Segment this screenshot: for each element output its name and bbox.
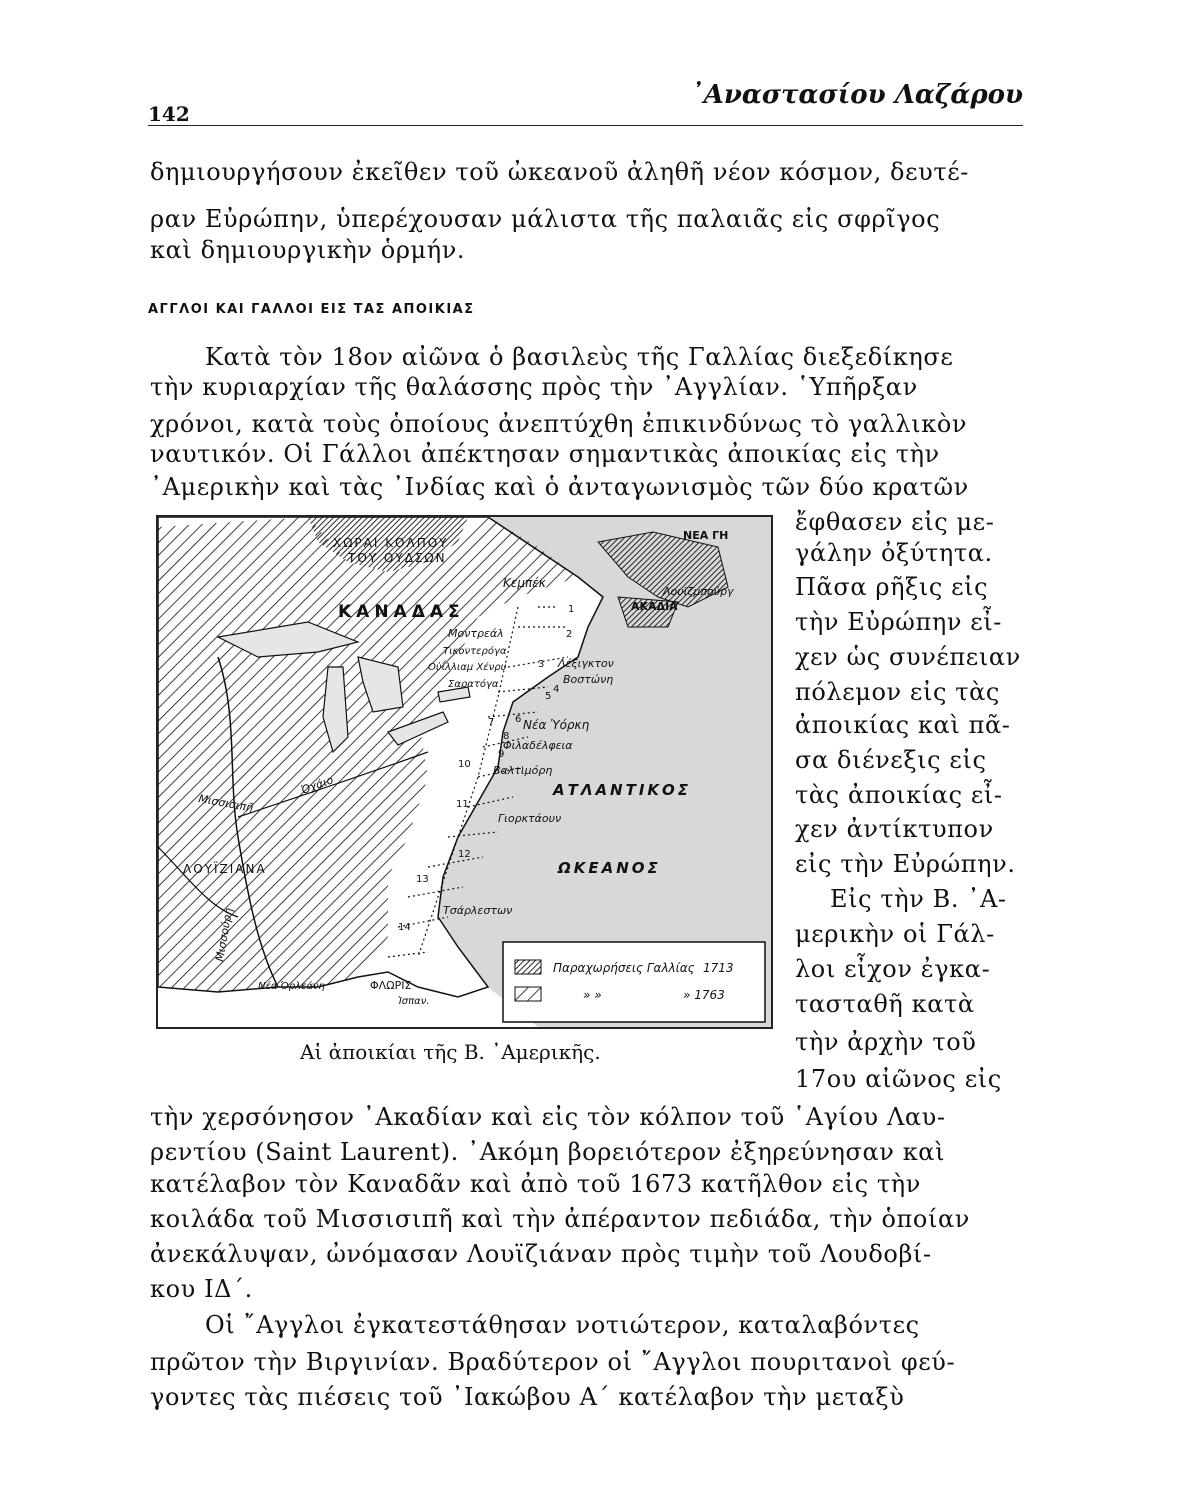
colony-number: 6 (515, 714, 522, 725)
label-atlantic: ΑΤΛΑΝΤΙΚΟΣ (553, 781, 692, 799)
side-line: χεν ἀντίκτυπον (795, 815, 994, 843)
label-louisiana: ΛΟΥΪΖΙΑΝΑ (183, 862, 267, 876)
label-saratoga: Σαρατόγα (448, 679, 499, 690)
map-legend (503, 942, 765, 1022)
paragraph-line: χρόνοι, κατὰ τοὺς ὁποίους ἀνεπτύχθη ἐπικινδύνως τὸ γαλλικὸν (150, 410, 968, 438)
colony-number: 11 (456, 799, 469, 810)
colony-number: 4 (553, 684, 560, 695)
intro-line: δημιουργήσουν ἐκεῖθεν τοῦ ὠκεανοῦ ἀληθῆ νέον κόσμον, δευτέ- (150, 158, 969, 186)
paragraph-line: Οἱ ῎Αγγλοι ἐγκατεστάθησαν νοτιώτερον, καταλαβόντες (205, 1311, 920, 1339)
label-mississippi: Μισσισιπῆ (197, 792, 255, 815)
label-hudson-2: ΤΟΥ ΟΥΔΣΩΝ (348, 551, 447, 565)
side-line: μερικὴν οἱ Γάλ- (795, 920, 995, 948)
label-florida: ΦΛΩΡΙΣ (370, 979, 412, 992)
side-line: χεν ὡς συνέπειαν (795, 643, 1021, 671)
paragraph-line: πρῶτον τὴν Βιργινίαν. Βραδύτερον οἱ ῎Αγγλοι πουριτανοὶ φεύ- (150, 1348, 956, 1376)
legend-label-1: Παραχωρήσεις Γαλλίας (553, 961, 695, 975)
legend-label-2: » » (583, 988, 602, 1002)
paragraph-line: γοντες τὰς πιέσεις τοῦ ᾿Ιακώβου Α΄ κατέλαβον τὴν μεταξὺ (150, 1383, 905, 1411)
colony-number: 14 (398, 922, 411, 933)
label-yorktown: Γιορκτάουν (498, 812, 562, 825)
side-line: σα διένεξις εἰς (795, 746, 987, 774)
intro-line: καὶ δημιουργικὴν ὁρμήν. (150, 236, 466, 264)
intro-line: ραν Εὐρώπην, ὑπερέχουσαν μάλιστα τῆς παλαιᾶς εἰς σφρῖγος (150, 205, 941, 233)
colony-number: 12 (458, 849, 471, 860)
label-ohio: Ὀχάιο (299, 773, 336, 797)
label-philadelphia: Φιλαδέλφεια (503, 739, 573, 752)
paragraph-line: ᾿Αμερικὴν καὶ τὰς ᾿Ινδίας καὶ ὁ ἀνταγωνισμὸς τῶν δύο κρατῶν (150, 473, 969, 501)
colonies-map (156, 515, 773, 1029)
label-new-orleans: Νέα Ὀρλεάνη (258, 981, 325, 992)
colony-number: 2 (566, 629, 573, 640)
side-line: λοι εἶχον ἐγκα- (795, 955, 991, 983)
paragraph-line: τὴν κυριαρχίαν τῆς θαλάσσης πρὸς τὴν ᾿Αγγλίαν. ῾Υπῆρξαν (150, 373, 918, 401)
colony-number: 5 (545, 691, 552, 702)
side-line: Πᾶσα ρῆξις εἰς (795, 573, 989, 601)
side-line: πόλεμον εἰς τὰς (795, 678, 1000, 706)
legend-year-2: » 1763 (683, 988, 725, 1002)
page-number: 142 (148, 102, 190, 126)
label-ocean: ΩΚΕΑΝΟΣ (558, 859, 661, 877)
legend-swatch-1763 (515, 987, 541, 1001)
paragraph-line: τὴν χερσόνησον ᾿Ακαδίαν καὶ εἰς τὸν κόλπον τοῦ ῾Αγίου Λαυ- (150, 1103, 946, 1131)
side-line: τὴν Εὐρώπην εἶ- (795, 608, 1002, 636)
figure-caption: Αἱ ἀποικίαι τῆς Β. ᾿Αμερικῆς. (300, 1040, 601, 1064)
paragraph-line: ρεντίου (Saint Laurent). ᾿Ακόμη βορειότερον ἐξηρεύνησαν καὶ (150, 1138, 946, 1166)
colony-number: 7 (488, 717, 495, 728)
paragraph-line: κατέλαβον τὸν Καναδᾶν καὶ ἀπὸ τοῦ 1673 κατῆλθον εἰς τὴν (150, 1170, 921, 1198)
legend-year-1: 1713 (703, 961, 734, 975)
side-line: Εἰς τὴν Β. ᾿Α- (830, 885, 1007, 913)
label-william-henry: Οὐΐλλιαμ Χένρυ (428, 662, 507, 673)
label-missouri: Μισσούρη (213, 906, 236, 963)
running-head: ᾿Αναστασίου Λαζάρου (690, 80, 1023, 110)
label-spain: Ἰσπαν. (398, 996, 430, 1007)
paragraph-line: κοιλάδα τοῦ Μισσισιπῆ καὶ τὴν ἀπέραντον πεδιάδα, τὴν ὁποίαν (150, 1205, 970, 1233)
label-quebec: Κεμπέκ (503, 576, 546, 590)
label-louisbourg: Λουϊζμπούργ (663, 585, 734, 598)
label-ticonderoga: Τικοντερόγα (443, 646, 507, 657)
colony-number: 8 (503, 731, 510, 742)
label-canada: ΚΑΝΑΔΑΣ (338, 602, 465, 622)
paragraph-line: Κατὰ τὸν 18ον αἰῶνα ὁ βασιλεὺς τῆς Γαλλίας διεξεδίκησε (205, 343, 954, 371)
label-montreal: Μοντρεάλ (448, 627, 504, 640)
label-boston: Βοστώνη (563, 673, 614, 686)
paragraph-line: ναυτικόν. Οἱ Γάλλοι ἀπέκτησαν σημαντικὰς ἀποικίας εἰς τὴν (150, 440, 940, 468)
label-baltimore: Βαλτιμόρη (493, 764, 553, 777)
colony-number: 10 (458, 759, 471, 770)
side-line: 17ου αἰῶνος εἰς (795, 1065, 1002, 1093)
colony-number: 13 (416, 874, 429, 885)
label-acadia: ΑΚΑΔΙΑ (631, 600, 678, 613)
side-line: γάλην ὀξύτητα. (795, 539, 993, 567)
label-lexington: Λέξιγκτον (558, 657, 614, 670)
label-charleston: Τσάρλεστων (443, 904, 513, 917)
label-new-earth: ΝΕΑ ΓΗ (683, 529, 729, 542)
section-title: ΑΓΓΛΟΙ ΚΑΙ ΓΑΛΛΟΙ ΕΙΣ ΤΑΣ ΑΠΟΙΚΙΑΣ (148, 302, 475, 317)
label-new-york: Νέα Ὑόρκη (523, 718, 590, 732)
colony-number: 9 (498, 749, 505, 760)
legend-box (503, 942, 765, 1022)
side-line: τὴν ἀρχὴν τοῦ (795, 1028, 977, 1056)
paragraph-line: ἀνεκάλυψαν, ὠνόμασαν Λουϊζιάναν πρὸς τιμὴν τοῦ Λουδοβί- (150, 1240, 932, 1268)
side-line: εἰς τὴν Εὐρώπην. (795, 850, 1016, 878)
side-line: ἀποικίας καὶ πᾶ- (795, 711, 1011, 739)
colony-number: 1 (568, 604, 575, 615)
legend-swatch-1713 (515, 960, 541, 974)
side-line: ἔφθασεν εἰς με- (795, 508, 995, 536)
colony-number: 3 (538, 659, 545, 670)
page-header (148, 80, 1023, 126)
side-line: τασταθῆ κατὰ (795, 990, 975, 1018)
label-hudson-1: ΧΩΡΑΙ ΚΟΛΠΟΥ (333, 536, 449, 550)
side-line: τὰς ἀποικίας εἶ- (795, 781, 1003, 809)
paragraph-line: κου ΙΔ΄. (150, 1275, 253, 1303)
